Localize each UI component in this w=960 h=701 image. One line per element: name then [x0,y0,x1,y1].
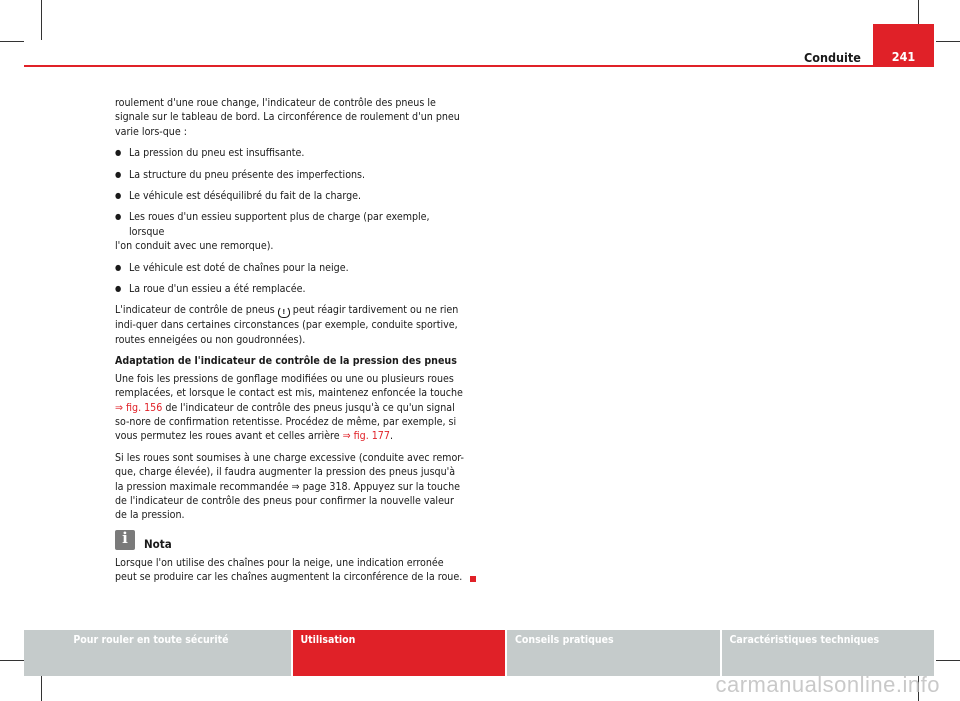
section-end-marker [470,576,476,582]
main-content [115,96,465,585]
page-number-tab [873,24,934,67]
list-item-continuation: l'on conduit avec une remorque). [115,240,274,253]
crop-mark [936,660,960,661]
footer-navigation [24,630,934,676]
footer-tab-safety[interactable]: Pour rouler en toute sécurité [24,630,293,676]
crop-mark [0,660,24,661]
figure-link-156[interactable]: ⇒ fig. 156 [115,401,163,414]
note-header [115,530,465,550]
note-title: Nota [144,537,172,552]
section-heading: Adaptation de l'indicateur de contrôle de la pression des pneus [115,355,457,368]
footer-tab-technical-data[interactable]: Caractéristiques techniques [722,630,935,676]
intro-paragraph: roulement d'une roue change, l'indicateur de contrôle des pneus le signale sur le tableau de bord. La circonférence de roulement d'un pneu varie lors-que : [115,97,460,138]
page-number: 241 [891,49,916,64]
paragraph-load: Si les roues sont soumises à une charge excessive (conduite avec remor-que, charge élevée), il faudra augmenter la pression des pneus jusqu'à la pression maximale recommandée ⇒ page 318. Appuyez sur la touche de l'indicateur de contrôle des pneus pour confirmer la nouvelle valeur de la pression. [115,451,464,522]
note-text: Lorsque l'on utilise des chaînes pour la neige, une indication erronée peut se produire car les chaînes augmentent la circonférence de la roue. [115,556,465,585]
footer-tab-operation[interactable]: Utilisation [293,630,508,676]
list-item: ● La pression du pneu est insuffisante. [115,146,465,160]
watermark: carmanualsonline.info [715,672,940,697]
footer-tab-practical-tips[interactable]: Conseils pratiques [507,630,722,676]
list-item: ● Le véhicule est doté de chaînes pour la neige. [115,261,465,275]
tire-pressure-warning-icon: ! [278,306,290,318]
crop-mark [936,41,960,42]
crop-mark [41,0,42,40]
list-item: ● La roue d'un essieu a été remplacée. [115,282,465,296]
crop-mark [0,41,24,42]
info-icon: i [115,530,135,550]
list-item: ● Les roues d'un essieu supportent plus de charge (par exemple, lorsque l'on conduit avec une remorque). [115,210,465,253]
paragraph-adaptation: Une fois les pressions de gonflage modifiées ou une ou plusieurs roues remplacées, et lorsque le contact est mis, maintenez enfoncée la touche ⇒ fig. 156 de l'indicateur de contrôle des pneus jusqu'à ce qu'un signal so-nore de confirmation retentisse. Procédez de même, par exemple, si vous permutez les roues avant et celles arrière ⇒ fig. 177. [115,372,463,443]
paragraph-tpms-limits: L'indicateur de contrôle de pneus ! peut réagir tardivement ou ne rien indi-quer dans certaines circonstances (par exemple, conduite sportive, routes enneigées ou non goudronnées). [115,304,459,346]
header-rule [24,65,934,67]
list-item: ● Le véhicule est déséquilibré du fait de la charge. [115,189,465,203]
list-item: ● La structure du pneu présente des imperfections. [115,168,465,182]
figure-link-177[interactable]: ⇒ fig. 177 [342,430,390,443]
chapter-title: Conduite [804,50,861,65]
